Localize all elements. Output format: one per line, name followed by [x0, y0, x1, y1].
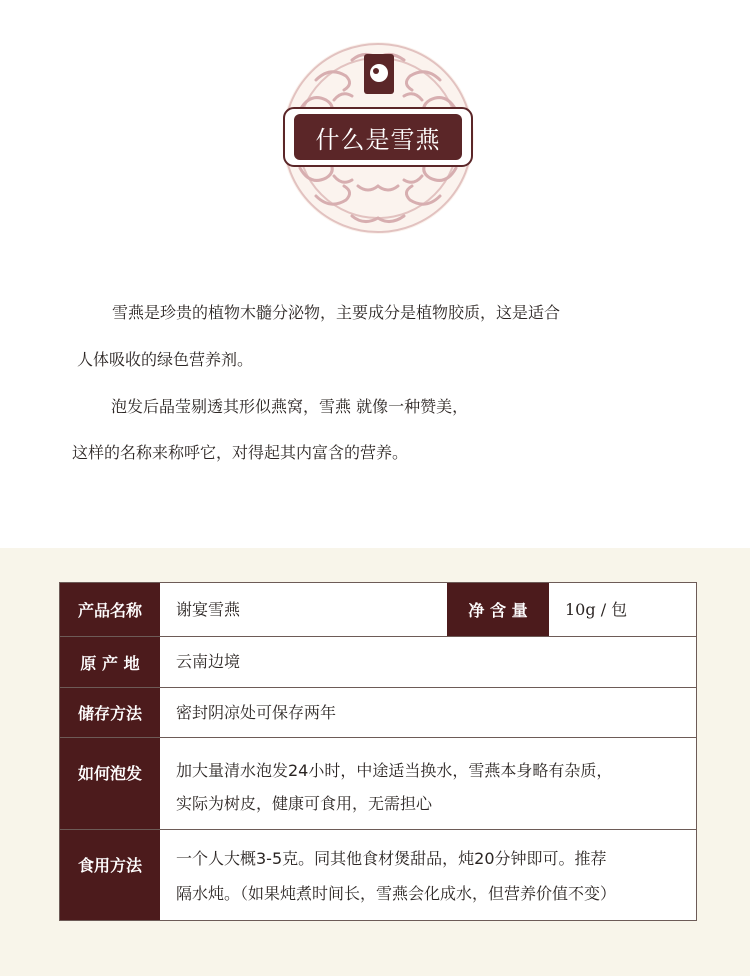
storage-value: 密封阴凉处可保存两年	[176, 703, 337, 722]
table-row	[60, 738, 696, 830]
cloud-emblem	[270, 40, 486, 236]
intro-line-2: 人体吸收的绿色营养剂。	[77, 350, 254, 369]
soak-line-2: 实际为树皮，健康可食用，无需担心	[176, 794, 433, 813]
intro-line-1: 雪燕是珍贵的植物木髓分泌物，主要成分是植物胶质，这是适合	[112, 303, 561, 322]
intro-line-4: 这样的名称来称呼它，对得起其内富含的营养。	[72, 443, 409, 462]
soak-line-1: 加大量清水泡发24小时，中途适当换水，雪燕本身略有杂质，	[176, 761, 613, 780]
weight-label: 净 含 量	[447, 583, 549, 636]
section-title: 什么是雪燕	[315, 126, 441, 154]
name-label: 产品名称	[60, 583, 160, 636]
weight-value: 10g / 包	[565, 600, 628, 619]
origin-label: 原 产 地	[60, 637, 160, 687]
eat-label: 食用方法	[60, 830, 160, 920]
storage-label: 储存方法	[60, 688, 160, 737]
eat-line-2: 隔水炖。（如果炖煮时间长，雪燕会化成水，但营养价值不变）	[176, 884, 617, 903]
soak-label: 如何泡发	[60, 738, 160, 829]
name-value: 谢宴雪燕	[176, 600, 241, 619]
table-row	[60, 583, 696, 637]
table-row	[60, 830, 696, 920]
table-row	[60, 637, 696, 688]
intro-line-3: 泡发后晶莹剔透其形似燕窝，雪燕 就像一种赞美，	[111, 397, 469, 416]
table-row	[60, 688, 696, 738]
spec-table	[59, 582, 697, 921]
eat-line-1: 一个人大概3-5克。同其他食材煲甜品，炖20分钟即可。推荐	[176, 849, 607, 868]
origin-value: 云南边境	[176, 652, 241, 671]
